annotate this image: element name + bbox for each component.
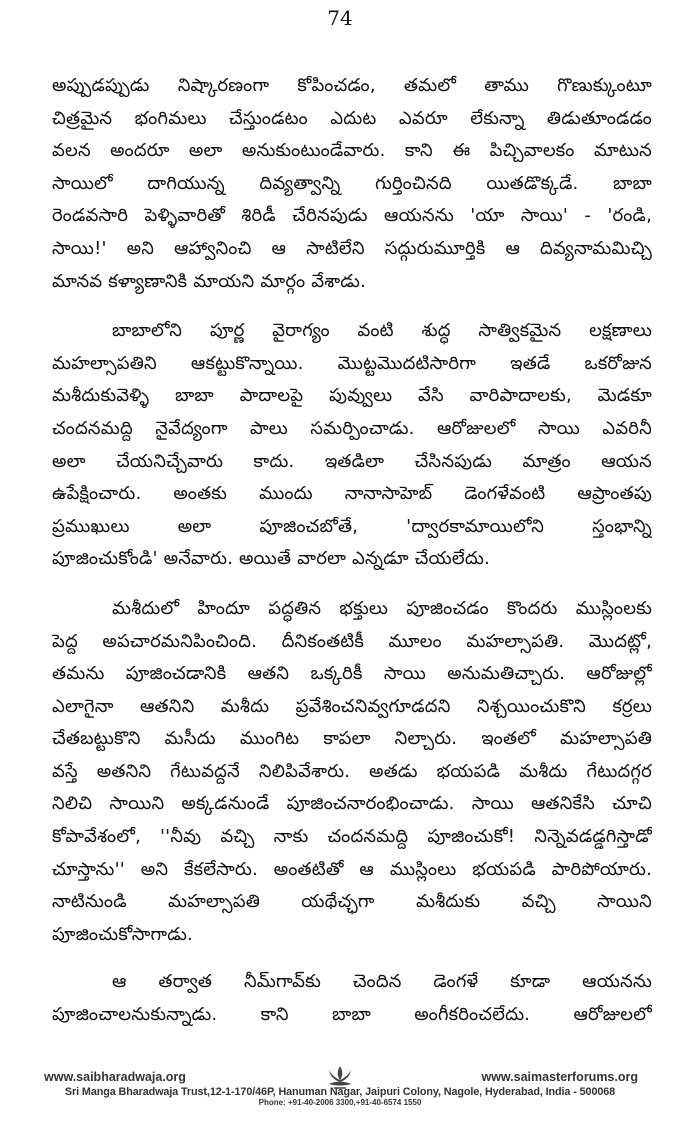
text-line: ఎలాగైనా ఆతనిని మశీదు ప్రవేశించనివ్వగూడదని నిశ్చయించుకొని కర్రలు — [52, 695, 652, 717]
trust-address: Sri Manga Bharadwaja Trust,12-1-170/46P, Hanuman Nagar, Jaipuri Colony, Nagole, Hyderabad, India - 500068 — [64, 1086, 616, 1098]
website-link-right[interactable]: www.saimasterforums.org — [481, 1070, 638, 1084]
text-line: ఆ తర్వాత నీమ్‌గావ్‌కు చెందిన డెంగళే కూడా ఆయనను — [112, 971, 652, 993]
text-line: పూజించుకోండి' అనేవారు. అయితే వారలా ఎన్నడూ చేయలేదు. — [52, 548, 490, 570]
text-line: మహల్సాపతిని ఆకట్టుకొన్నాయి. మొట్టమొదటిసారిగా ఇతడే ఒకరోజున — [52, 352, 652, 374]
text-line: పెద్ద అపచారమనిపించింది. దీనికంతటికీ మూలం మహల్సాపతి. మొదట్లో, — [52, 630, 652, 652]
page-footer — [34, 1070, 646, 1107]
text-line: వస్తే అతనిని గేటువద్దనే నిలిపివేశారు. అతడు భయపడి మశీదు గేటుదగ్గర — [52, 760, 652, 782]
text-line: రెండవసారి పెళ్ళివారితో శిరిడీ చేరినపుడు ఆయనను 'యా సాయి' - 'రండి, — [52, 205, 652, 227]
text-line: ఉపేక్షించారు. అంతకు ముందు నానాసాహెబ్ డెంగళేవంటి ఆప్రాంతపు — [52, 483, 652, 505]
text-line: వలన అందరూ అలా అనుకుంటుండేవారు. కాని ఈ పిచ్చివాలకం మాటున — [52, 140, 652, 162]
body-text — [52, 70, 652, 1032]
page-number: 74 — [327, 6, 353, 30]
paragraph-2 — [52, 315, 652, 576]
paragraph-1 — [52, 70, 652, 298]
text-line: సాయి!' అని ఆహ్వానించి ఆ సాటిలేని సద్గురుమూర్తికి ఆ దివ్యనామమిచ్చి — [52, 237, 652, 259]
text-line: ప్రముఖులు అలా పూజించబోతే, 'ద్వారకామాయిలోని స్తంభాన్ని — [52, 515, 652, 537]
text-line: మశీదుకువెళ్ళి బాబా పాదాలపై పువ్వులు వేసి వారిపాదాలకు, మెడకూ — [52, 385, 652, 407]
text-line: పూజించుకోసాగాడు. — [52, 923, 193, 945]
text-line: పూజించాలనుకున్నాడు. కాని బాబా అంగీకరించలేదు. ఆరోజులలో — [52, 1004, 652, 1026]
text-line: కోపావేశంలో, ''నీవు వచ్చి నాకు చందనమద్ది పూజించుకో! నిన్నెవడడ్డగిస్తాడో — [52, 826, 652, 848]
text-line: మశీదులో హిందూ పద్ధతిన భక్తులు పూజించడం కొందరు ముస్లింలకు — [112, 597, 652, 619]
text-line: చేతబట్టుకొని మసీదు ముంగిట కాపలా నిల్చారు. ఇంతలో మహల్సాపతి — [52, 728, 652, 750]
text-line: సాయిలో దాగియున్న దివ్యత్వాన్ని గుర్తించినది యితడొక్కడే. బాబా — [52, 172, 652, 194]
text-line: చూస్తాను'' అని కేకలేసారు. అంతటితో ఆ ముస్లింలు భయపడి పారిపోయారు. — [52, 858, 652, 880]
paragraph-3 — [52, 593, 652, 952]
text-line: చిత్రమైన భంగిమలు చేస్తుండటం ఎదుట ఎవరూ లేకున్నా తిడుతూండడం — [52, 107, 652, 129]
text-line: చందనమద్ది నైవేద్యంగా పాలు సమర్పించాడు. ఆరోజులలో సాయి ఎవరినీ — [52, 417, 652, 439]
footer-links-row — [34, 1070, 646, 1088]
text-line: అప్పుడప్పుడు నిష్కారణంగా కోపించడం, తమలో తాము గొణుక్కుంటూ — [52, 75, 652, 96]
lotus-ornament-icon — [325, 1064, 355, 1090]
paragraph-4 — [52, 966, 652, 1031]
phone-numbers: Phone: +91-40-2006 3300,+91-40-6574 1550 — [258, 1098, 422, 1107]
text-line: మానవ కళ్యాణానికి మాయని మార్గం వేశాడు. — [52, 270, 367, 292]
text-line: నాటినుండి మహల్సాపతి యథేచ్ఛగా మశీదుకు వచ్చి సాయిని — [52, 891, 652, 913]
text-line: నిలిచి సాయిని అక్కడనుండే పూజించనారంభించాడు. సాయి ఆతనికేసి చూచి — [52, 793, 652, 815]
text-line: తమను పూజించడానికి ఆతని ఒక్కరికీ సాయి అనుమతిచ్చారు. ఆరోజుల్లో — [52, 663, 652, 685]
text-line: అలా చేయనిచ్చేవారు కాదు. ఇతడిలా చేసినపుడు మాత్రం ఆయన — [52, 450, 652, 472]
text-line: బాబాలోని పూర్ణ వైరాగ్యం వంటి శుద్ధ సాత్వికమైన లక్షణాలు — [112, 320, 652, 342]
website-link-left[interactable]: www.saibharadwaja.org — [44, 1070, 186, 1084]
